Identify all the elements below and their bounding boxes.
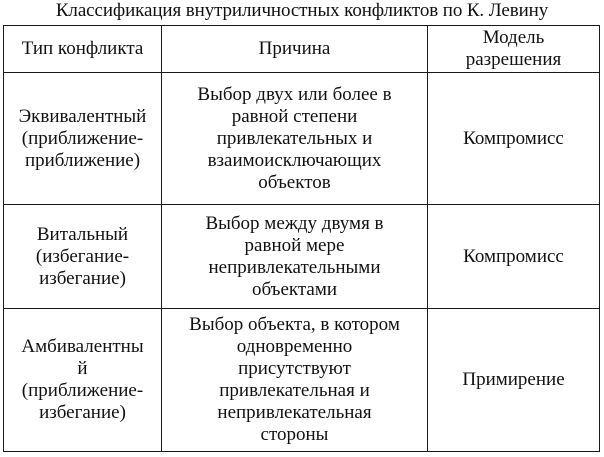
table-row: [4, 309, 600, 452]
cell-resolution: Компромисс: [428, 205, 600, 309]
cell-conflict-type: Витальный (избегание- избегание): [4, 205, 162, 309]
table-row: [4, 205, 600, 309]
header-conflict-type: Тип конфликта: [4, 26, 162, 73]
cell-resolution: Примирение: [428, 309, 600, 452]
cell-resolution: Компромисс: [428, 73, 600, 205]
page-title: Классификация внутриличностных конфликтов по К. Левину: [55, 0, 549, 21]
cell-cause: Выбор объекта, в котором одновременно присутствуют привлекательная и непривлекательная стороны: [162, 309, 428, 452]
table-header-row: [4, 26, 600, 73]
cell-cause: Выбор двух или более в равной степени привлекательных и взаимоисключающих объектов: [162, 73, 428, 205]
cell-conflict-type: Амбивалентны й (приближение- избегание): [4, 309, 162, 452]
cell-conflict-type: Эквивалентный (приближение- приближение): [4, 73, 162, 205]
cell-cause: Выбор между двумя в равной мере непривлекательными объектами: [162, 205, 428, 309]
conflict-classification-table: [3, 25, 600, 452]
table-row: [4, 73, 600, 205]
header-resolution-model: Модель разрешения: [428, 26, 600, 73]
header-cause: Причина: [162, 26, 428, 73]
